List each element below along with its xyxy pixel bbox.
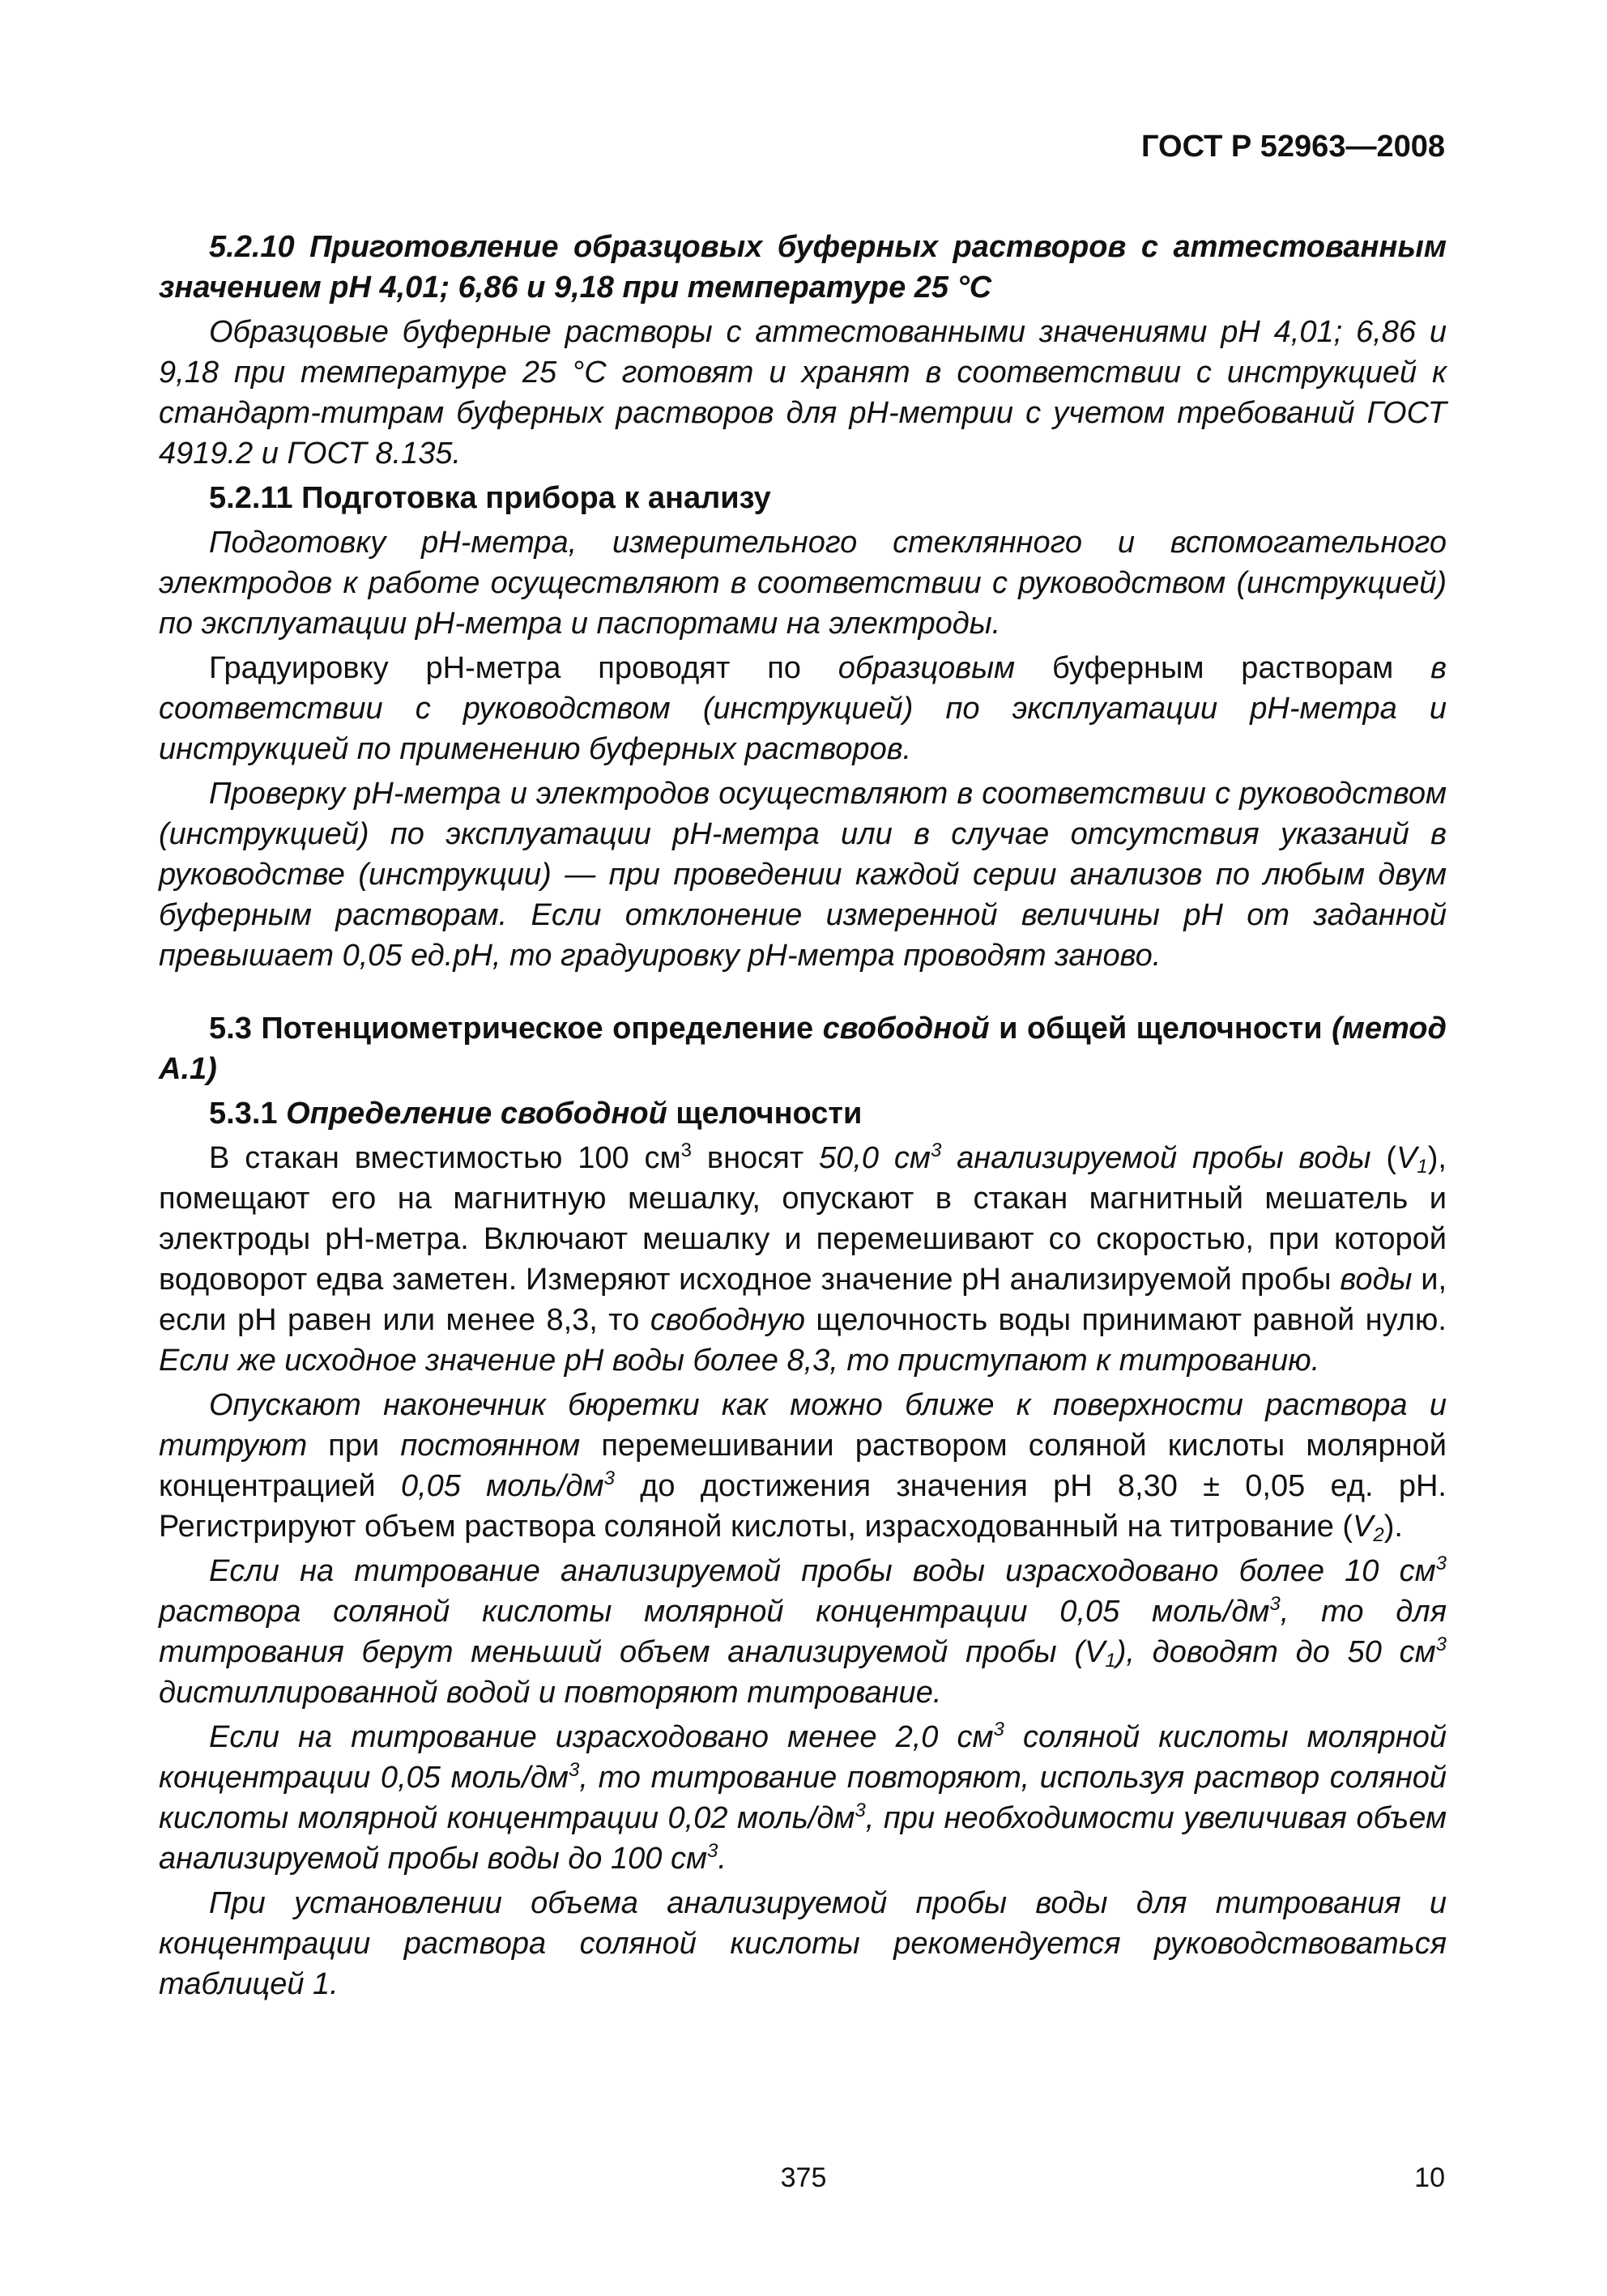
section-5-3-heading: 5.3 Потенциометрическое определение свободной и общей щелочности (метод А.1)	[159, 1012, 1447, 1086]
section-5-2-10-heading: 5.2.10 Приготовление образцовых буферных растворов с аттестованным значением рН 4,01; 6,86 и 9,18 при температуре 25 °С	[159, 230, 1447, 305]
paragraph: При установлении объема анализируемой пробы воды для титрования и концентрации раствора соляной кислоты рекомендуется руководствоваться таблицей 1.	[159, 1886, 1447, 2001]
paragraph: Образцовые буферные растворы с аттестованными значениями рН 4,01; 6,86 и 9,18 при температуре 25 °С готовят и хранят в соответствии с инструкцией к стандарт-титрам буферных растворов для рН-метрии с учетом требований ГОСТ 4919.2 и ГОСТ 8.135.	[159, 315, 1447, 471]
paragraph: В стакан вместимостью 100 $см^3$ вносят 50,0 $см^3$ анализируемой пробы воды $(V_1)$, помещают его на магнитную мешалку, опускают в стакан магнитный мешатель и электроды рН-метра. Включают мешалку и перемешивают со скоростью, при которой водоворот едва заметен. Измеряют исходное значение рН анализируемой пробы воды и, если рН равен или менее 8,3, то свободную щелочность воды принимают равной нулю. Если же исходное значение рН воды более 8,3, то приступают к титрованию.	[159, 1139, 1447, 1378]
section-5-2-11-heading: 5.2.11 Подготовка прибора к анализу	[209, 481, 771, 515]
paragraph: Опускают наконечник бюретки как можно ближе к поверхности раствора и титруют при постоянном перемешивании раствором соляной кислоты молярной концентрацией 0,05 моль/$дм^3$ до достижения значения рН 8,30 ± 0,05 ед. рН. Регистрируют объем раствора соляной кислоты, израсходованный на титрование $(V_2)$.	[159, 1388, 1447, 1546]
document-body	[159, 227, 1447, 2008]
paragraph: Градуировку рН-метра проводят по образцовым буферным растворам в соответствии с руководством (инструкцией) по эксплуатации рН-метра и инструкцией по применению буферных растворов.	[159, 651, 1447, 766]
paragraph: Проверку рН-метра и электродов осуществляют в соответствии с руководством (инструкцией) по эксплуатации рН-метра или в случае отсутствия указаний в руководстве (инструкции) — при проведении каждой серии анализов по любым двум буферным растворам. Если отклонение измеренной величины рН от заданной превышает 0,05 ед.рН, то градуировку рН-метра проводят заново.	[159, 777, 1447, 973]
document-code: ГОСТ Р 52963—2008	[1141, 130, 1445, 164]
page-number-right: 10	[1414, 2162, 1445, 2193]
paragraph: Если на титрование анализируемой пробы воды израсходовано более 10 $см^3$ раствора соляной кислоты молярной концентрации 0,05 моль/$дм^3$, то для титрования берут меньший объем анализируемой пробы $(V_1)$, доводят до 50 $см^3$ дистиллированной водой и повторяют титрование.	[159, 1553, 1447, 1710]
page-number-center: 375	[780, 2162, 827, 2193]
section-5-3-1-heading: 5.3.1 Определение свободной щелочности	[209, 1097, 863, 1131]
paragraph: Подготовку рН-метра, измерительного стеклянного и вспомогательного электродов к работе осуществляют в соответствии с руководством (инструкцией) по эксплуатации рН-метра и паспортами на электроды.	[159, 526, 1447, 641]
paragraph: Если на титрование израсходовано менее 2,0 $см^3$ соляной кислоты молярной концентрации 0,05 моль/$дм^3$, то титрование повторяют, используя раствор соляной кислоты молярной концентрации 0,02 моль/$дм^3$, при необходимости увеличивая объем анализируемой пробы воды до 100 $см^3$.	[159, 1719, 1447, 1876]
